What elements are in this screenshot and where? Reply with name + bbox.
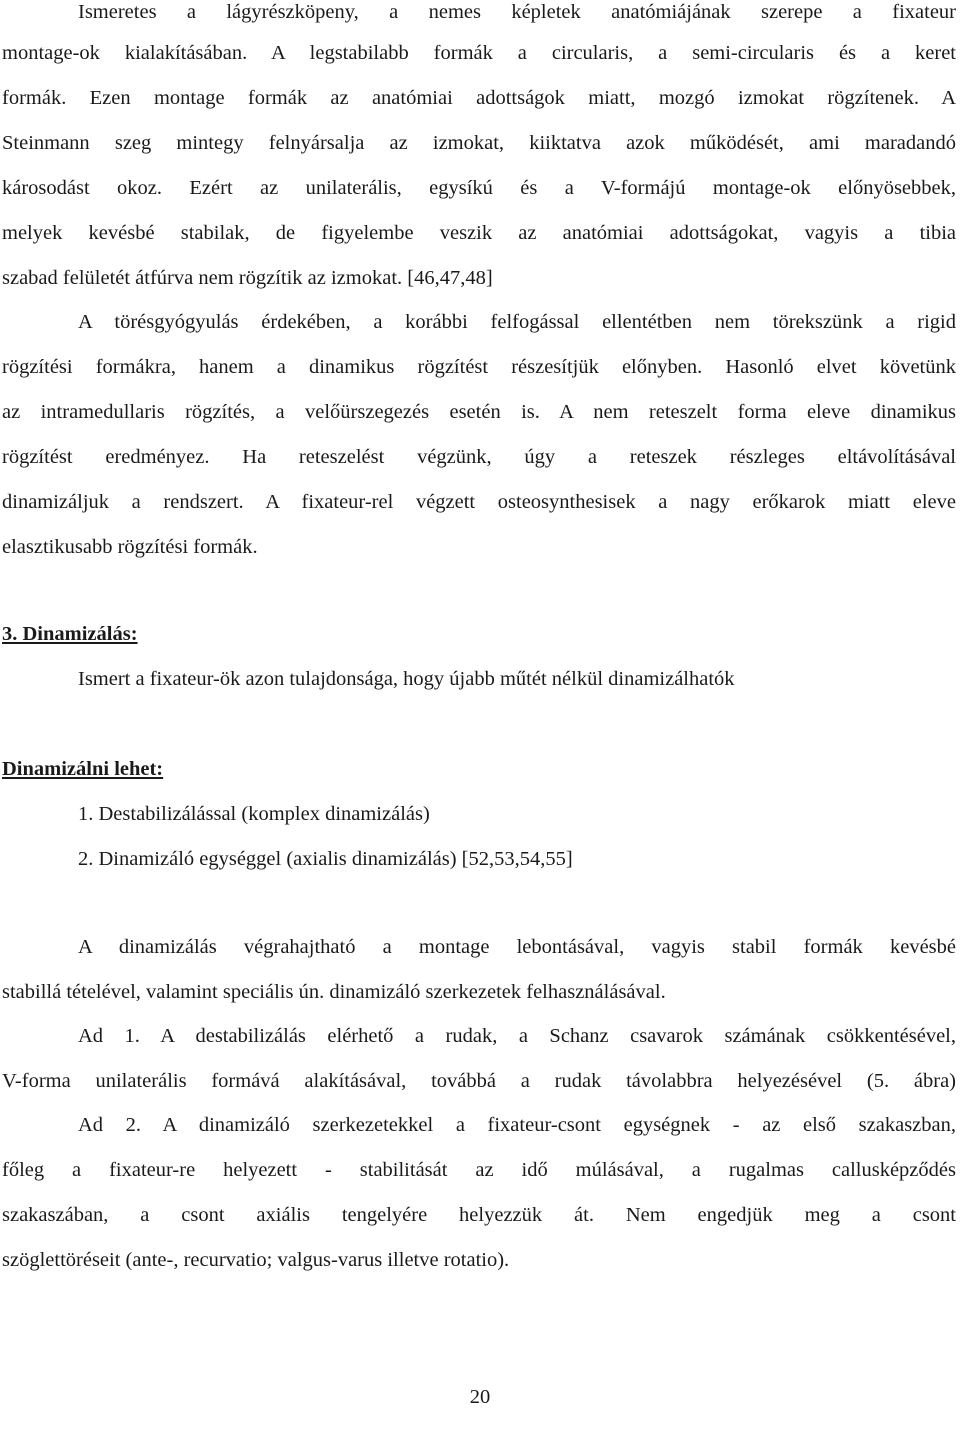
definition-text: Ismert a fixateur-ök azon tulajdonsága, hogy újabb műtét nélkül dinamizálhatók xyxy=(78,668,735,690)
text-line: stabillá tételével, valamint speciális ún. dinamizáló szerkezetek felhasználásával. xyxy=(2,981,666,1003)
text-line: A törésgyógyulás érdekében, a korábbi felfogással ellentétben nem törekszünk a rigid xyxy=(78,311,956,333)
text-line: elasztikusabb rögzítési formák. xyxy=(2,536,258,558)
text-line: Ismeretes a lágyrészköpeny, a nemes képletek anatómiájának szerepe a fixateur xyxy=(78,1,956,23)
text-line: szakaszában, a csont axiális tengelyére helyezzük át. Nem engedjük meg a csont xyxy=(2,1204,956,1226)
text-line: dinamizáljuk a rendszert. A fixateur-rel végzett osteosynthesisek a nagy erőkarok miatt eleve xyxy=(2,491,956,513)
text-line: montage-ok kialakításában. A legstabilabb formák a circularis, a semi-circularis és a keret xyxy=(2,42,956,64)
subheading: Dinamizálni lehet: xyxy=(2,758,164,780)
text-line: Ad 1. A destabilizálás elérhető a rudak, a Schanz csavarok számának csökkentésével, xyxy=(78,1025,956,1047)
text-line: károsodást okoz. Ezért az unilaterális, egysíkú és a V-formájú montage-ok előnyösebbek, xyxy=(2,177,956,199)
text-line: V-forma unilaterális formává alakításával, továbbá a rudak távolabbra helyezésével (5. ábra) xyxy=(2,1070,956,1092)
section-heading: 3. Dinamizálás: xyxy=(2,623,138,645)
text-line: főleg a fixateur-re helyezett - stabilitását az idő múlásával, a rugalmas callusképződés xyxy=(2,1159,956,1181)
text-line: rögzítési formákra, hanem a dinamikus rögzítést részesítjük előnyben. Hasonló elvet követünk xyxy=(2,356,956,378)
text-line: szöglettöréseit (ante-, recurvatio; valgus-varus illetve rotatio). xyxy=(2,1249,510,1271)
text-line: formák. Ezen montage formák az anatómiai adottságok miatt, mozgó izmokat rögzítenek. A xyxy=(2,87,956,109)
text-line: A dinamizálás végrahajtható a montage lebontásával, vagyis stabil formák kevésbé xyxy=(78,936,956,958)
page-number: 20 xyxy=(469,1386,491,1408)
text-line: Steinmann szeg mintegy felnyársalja az izmokat, kiiktatva azok működését, ami maradandó xyxy=(2,132,956,154)
text-line: rögzítést eredményez. Ha reteszelést végzünk, úgy a reteszek részleges eltávolításával xyxy=(2,446,956,468)
text-line: melyek kevésbé stabilak, de figyelembe veszik az anatómiai adottságokat, vagyis a tibia xyxy=(2,222,956,244)
text-line: Ad 2. A dinamizáló szerkezetekkel a fixateur-csont egységnek - az első szakaszban, xyxy=(78,1114,956,1136)
text-line: az intramedullaris rögzítés, a velőürszegezés esetén is. A nem reteszelt forma eleve dinamikus xyxy=(2,401,956,423)
text-line: szabad felületét átfúrva nem rögzítik az izmokat. [46,47,48] xyxy=(2,267,493,289)
list-item: 2. Dinamizáló egységgel (axialis dinamizálás) [52,53,54,55] xyxy=(78,848,573,870)
list-item: 1. Destabilizálással (komplex dinamizálás) xyxy=(78,803,430,825)
